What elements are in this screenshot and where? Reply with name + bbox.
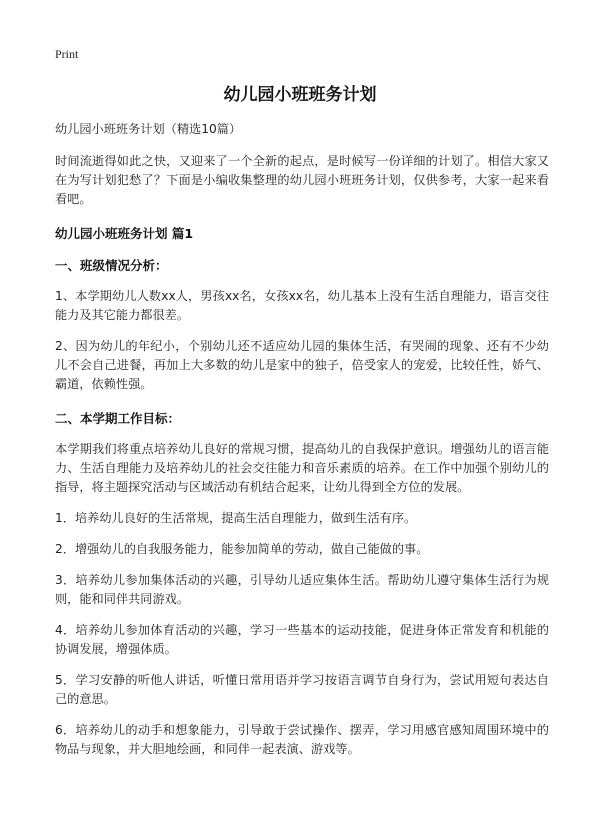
goal-item: 2．增强幼儿的自我服务能力，能参加简单的劳动，做自己能做的事。: [55, 542, 429, 556]
print-label: Print: [55, 47, 79, 61]
analysis-paragraph: 2、因为幼儿的年纪小，个别幼儿还不适应幼儿园的集体生活，有哭闹的现象、还有不少幼儿不会自己进餐，再加上大多数的幼儿是家中的独子，倍受家人的宠爱，比较任性，娇气、霸道，依赖性强。: [55, 339, 549, 391]
document-body: [55, 120, 549, 771]
intro-paragraph: 时间流逝得如此之快，又迎来了一个全新的起点，是时候写一份详细的计划了。相信大家又在为写计划犯愁了？下面是小编收集整理的幼儿园小班班务计划，仅供参考，大家一起来看看吧。: [55, 154, 549, 206]
goal-item: 4．培养幼儿参加体育活动的兴趣，学习一些基本的运动技能，促进身体正常发育和机能的协调发展，增强体质。: [55, 623, 549, 656]
page-title: 幼儿园小班班务计划: [223, 85, 377, 105]
goal-item: 3．培养幼儿参加集体活动的兴趣，引导幼儿适应集体生活。帮助幼儿遵守集体生活行为规则，能和同伴共同游戏。: [55, 573, 549, 606]
section-heading-work-goals: 二、本学期工作目标：: [55, 411, 181, 426]
goals-intro-paragraph: 本学期我们将重点培养幼儿良好的常规习惯，提高幼儿的自我保护意识。增强幼儿的语言能力、生活自理能力及培养幼儿的社会交往能力和音乐素质的培养。在工作中加强个别幼儿的指导，将主题探究活动与区域活动有机结合起来，让幼儿得到全方位的发展。: [55, 442, 549, 494]
article-heading: 幼儿园小班班务计划 篇1: [55, 226, 194, 241]
goal-item: 6．培养幼儿的动手和想象能力，引导敢于尝试操作、摆弄，学习用感官感知周围环境中的物品与现象，并大胆地绘画，和同伴一起表演、游戏等。: [55, 723, 549, 756]
analysis-paragraph: 1、本学期幼儿人数xx人，男孩xx名，女孩xx名，幼儿基本上没有生活自理能力，语言交往能力及其它能力都很差。: [55, 289, 549, 322]
goal-item: 5．学习安静的听他人讲话，听懂日常用语并学习按语言调节自身行为，尝试用短句表达自己的意思。: [55, 673, 549, 706]
section-heading-class-analysis: 一、班级情况分析：: [55, 258, 168, 273]
document-subtitle: 幼儿园小班班务计划（精选10篇）: [55, 122, 242, 136]
goal-item: 1．培养幼儿良好的生活常规，提高生活自理能力，做到生活有序。: [55, 511, 417, 525]
